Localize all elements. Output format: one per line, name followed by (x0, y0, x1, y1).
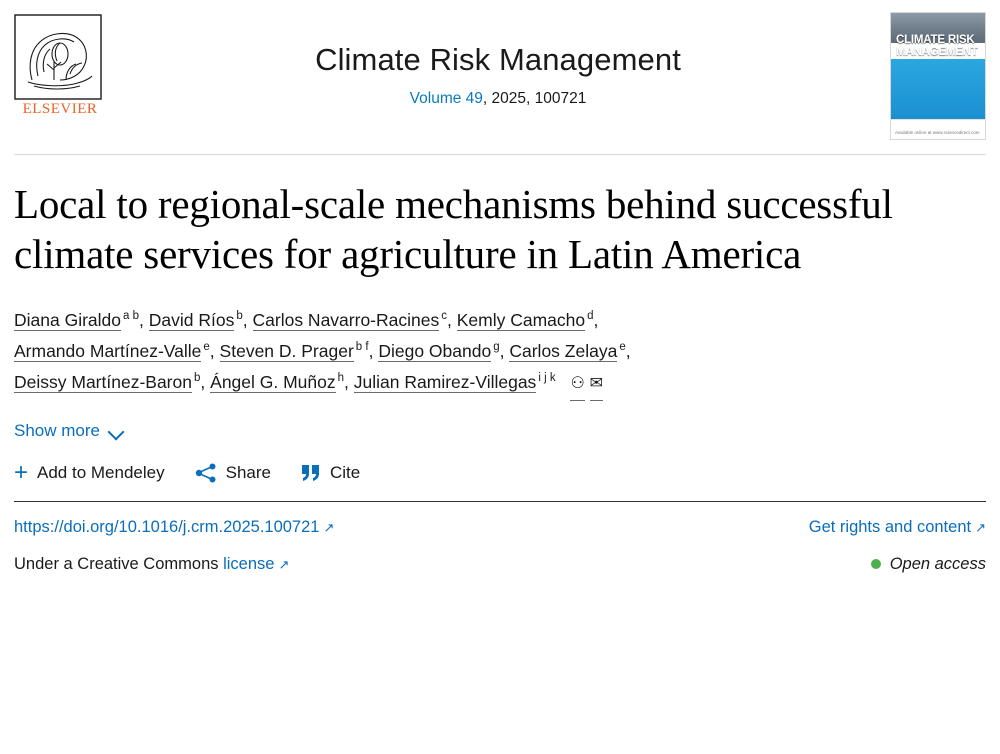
journal-masthead (14, 0, 986, 140)
author-separator: , (344, 372, 349, 393)
open-access-badge (871, 555, 986, 574)
author-separator: , (242, 310, 248, 331)
get-rights-and-content-link[interactable]: Get rights and content ↗ (809, 518, 986, 537)
share-button[interactable] (195, 463, 271, 483)
author-item[interactable] (14, 372, 200, 392)
doi-row (14, 518, 986, 537)
journal-volume-link[interactable]: Volume 49 (409, 90, 483, 107)
license-link[interactable]: license ↗ (223, 555, 289, 573)
author-affiliation: h (337, 372, 345, 385)
author-affiliation: a b (123, 310, 139, 323)
author-item[interactable] (220, 341, 369, 361)
cite-label: Cite (329, 462, 361, 482)
chevron-down-icon (109, 426, 125, 436)
cite-button[interactable] (301, 463, 360, 483)
author-name[interactable]: Diana Giraldo (14, 310, 121, 331)
article-action-bar (14, 458, 986, 486)
license-text (14, 555, 289, 574)
journal-cover-thumbnail[interactable] (890, 12, 986, 140)
author-name[interactable]: Steven D. Prager (219, 341, 354, 362)
author-affiliation: b (193, 372, 201, 385)
author-separator: , (368, 341, 374, 362)
author-separator: , (593, 310, 599, 331)
license-prefix: Under a Creative Commons (14, 554, 219, 573)
envelope-icon[interactable]: ✉ (590, 370, 603, 400)
show-more-toggle[interactable] (14, 421, 125, 441)
add-to-mendeley-label: Add to Mendeley (37, 462, 165, 482)
add-to-mendeley-button[interactable] (14, 458, 165, 486)
author-affiliation: b f (355, 341, 369, 354)
author-item[interactable] (378, 341, 499, 361)
author-affiliation: i j k (538, 372, 556, 385)
author-item[interactable] (14, 310, 139, 330)
author-affiliation: c (441, 310, 447, 323)
author-item[interactable] (149, 310, 243, 330)
author-name[interactable]: Armando Martínez-Valle (14, 341, 202, 362)
author-name[interactable]: Diego Obando (378, 341, 492, 362)
journal-info (106, 12, 890, 108)
author-name[interactable]: David Ríos (148, 310, 235, 331)
elsevier-tree-icon (14, 14, 102, 100)
doi-link[interactable]: https://doi.org/10.1016/j.crm.2025.100721 ↗ (14, 518, 334, 537)
author-name[interactable]: Carlos Navarro-Racines (252, 310, 440, 331)
cover-footer-text: Available online at www.sciencedirect.com (895, 130, 980, 135)
share-icon (195, 463, 217, 483)
author-affiliation: e (203, 341, 210, 354)
author-item[interactable] (457, 310, 594, 330)
masthead-divider (14, 154, 986, 155)
author-separator: , (209, 341, 215, 362)
actions-divider (14, 501, 986, 502)
author-item[interactable] (210, 372, 344, 392)
open-access-label: Open access (889, 554, 986, 573)
article-title: Local to regional-scale mechanisms behind successful climate services for agriculture in Latin America (14, 181, 893, 278)
cover-title-text: CLIMATE RISK MANAGEMENT (896, 34, 978, 58)
elsevier-logo[interactable] (14, 12, 106, 118)
author-separator: , (446, 310, 452, 331)
author-item[interactable] (14, 341, 210, 361)
open-access-dot-icon (871, 559, 881, 569)
author-affiliation: g (493, 341, 500, 354)
author-affiliation: d (587, 310, 594, 323)
share-label: Share (225, 462, 271, 482)
author-item[interactable] (354, 372, 556, 392)
corresponding-author-icons (570, 367, 603, 400)
author-separator: , (499, 341, 505, 362)
elsevier-wordmark: ELSEVIER (22, 101, 98, 117)
author-name[interactable]: Ángel G. Muñoz (210, 372, 336, 393)
journal-issue-rest: , 2025, 100721 (482, 90, 587, 107)
author-separator: , (200, 372, 206, 393)
author-item[interactable] (509, 341, 625, 361)
author-affiliation: b (236, 310, 243, 323)
author-list (14, 305, 986, 401)
author-name[interactable]: Julian Ramirez-Villegas (353, 372, 537, 393)
cover-footer-band (891, 119, 985, 139)
person-icon[interactable]: ⚇ (570, 370, 584, 400)
show-more-label: Show more (14, 420, 100, 440)
cover-blue-panel (891, 59, 985, 121)
quote-icon (301, 464, 321, 482)
author-item[interactable] (253, 310, 447, 330)
author-separator: , (139, 310, 144, 331)
journal-issue-meta (106, 90, 890, 108)
plus-icon: + (14, 458, 29, 486)
author-name[interactable]: Carlos Zelaya (509, 341, 618, 362)
license-row (14, 555, 986, 574)
author-name[interactable]: Deissy Martínez-Baron (14, 372, 192, 393)
author-name[interactable]: Kemly Camacho (456, 310, 586, 331)
journal-title[interactable]: Climate Risk Management (315, 42, 681, 77)
author-affiliation: e (619, 341, 626, 354)
author-separator: , (625, 341, 631, 362)
